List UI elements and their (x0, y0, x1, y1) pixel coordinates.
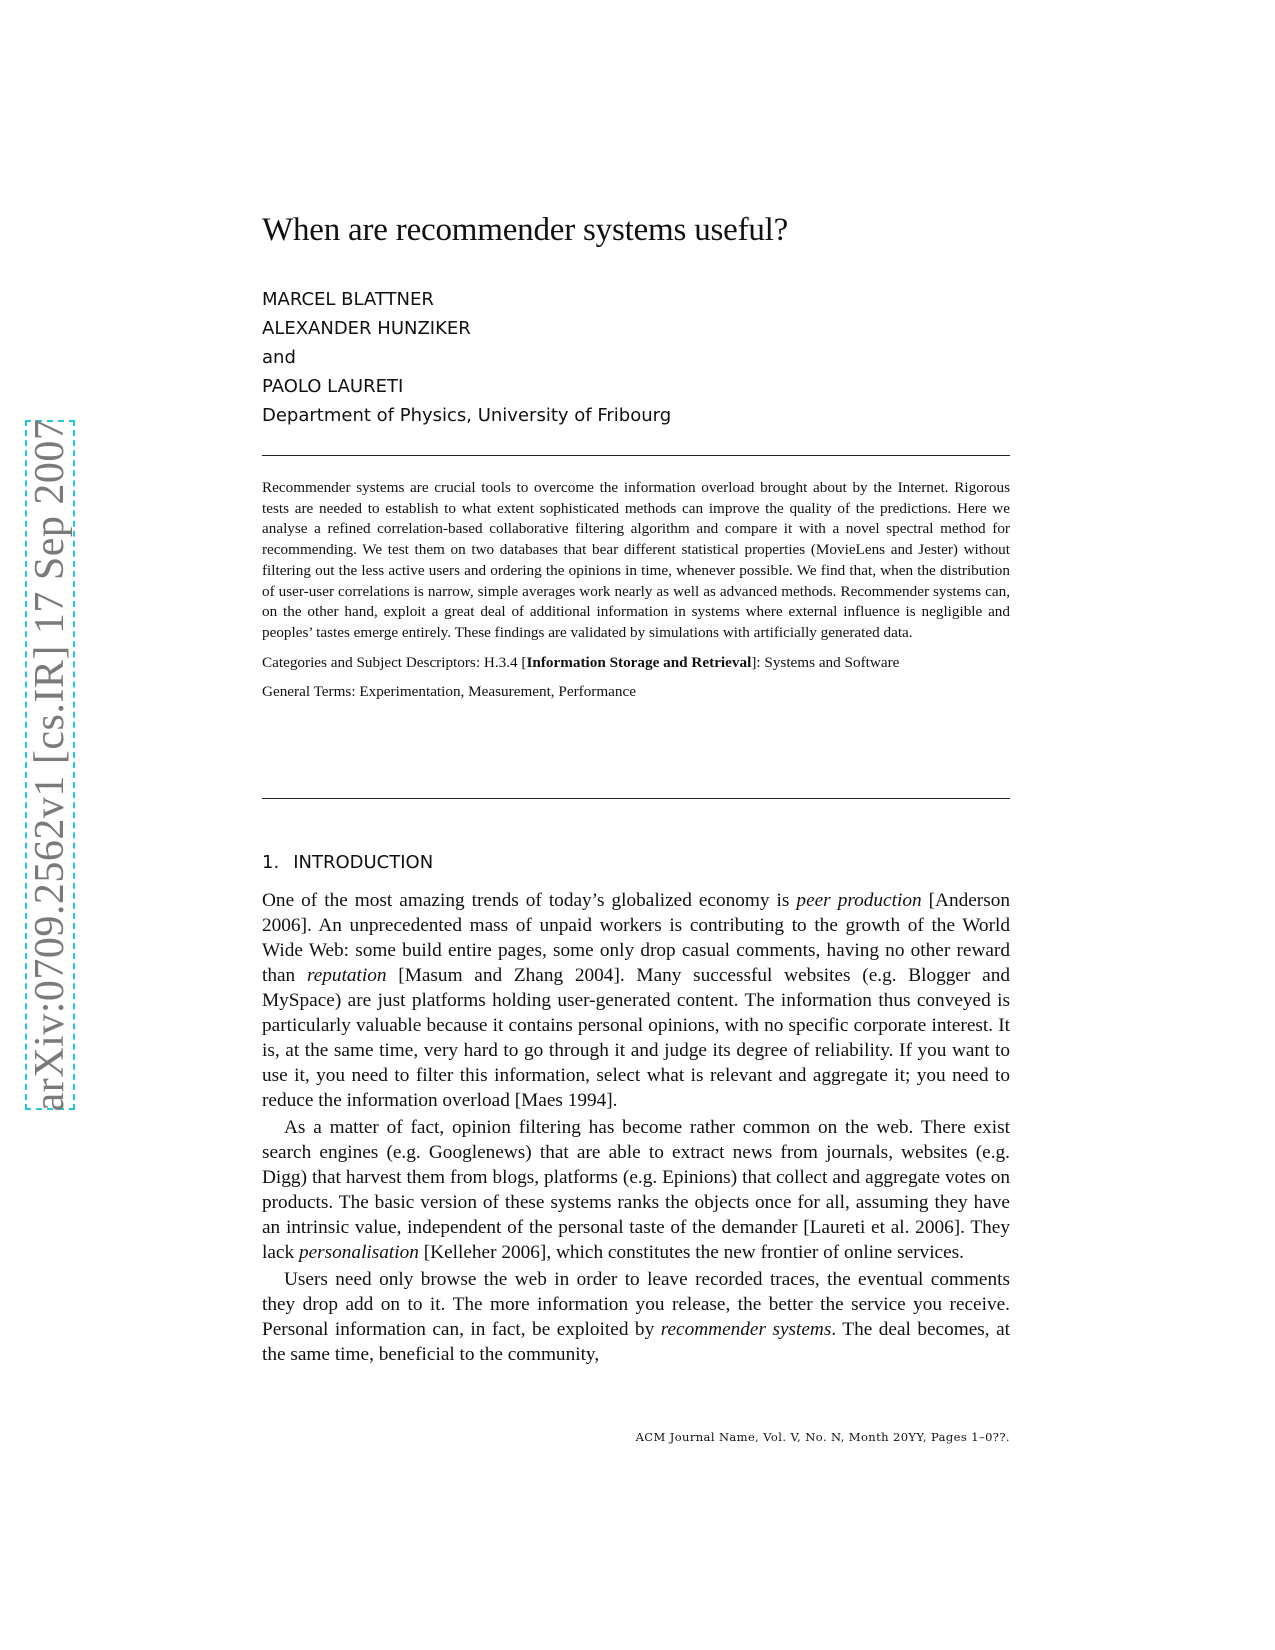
author-block (262, 285, 671, 430)
emphasis-text: reputation (306, 965, 387, 986)
author-name: PAOLO LAURETI (262, 376, 404, 397)
author-affiliation: Department of Physics, University of Fribourg (262, 405, 672, 426)
author-conjunction: and (262, 347, 296, 368)
section-number: 1. (262, 852, 280, 873)
journal-footer: ACM Journal Name, Vol. V, No. N, Month 20YY, Pages 1–0??. (635, 1430, 1010, 1444)
author-name: ALEXANDER HUNZIKER (262, 318, 471, 339)
paragraph-text: [Kelleher 2006], which constitutes the new frontier of online services. (418, 1242, 964, 1263)
categories-descriptors (262, 653, 1010, 674)
top-rule (262, 455, 1010, 456)
paragraph-text: Users need only browse the web in order to leave recorded traces, the eventual comments they drop add on to it. The more information you release, the better the service you receive. Personal information can, in fact, be exploited by (262, 1269, 1010, 1340)
body-paragraph (262, 888, 1010, 1113)
paragraph-text: . The deal becomes, at the same time, beneficial to the community, (262, 1319, 1010, 1365)
paragraph-text: One of the most amazing trends of today’s globalized economy is (262, 890, 797, 911)
paragraph-text: [Masum and Zhang 2004]. Many successful websites (e.g. Blogger and MySpace) are just platforms holding user-generated content. The information thus conveyed is particularly valuable because it contains personal opinions, with no specific corporate interest. It is, at the same time, very hard to go through it and judge its degree of reliability. If you want to use it, you need to filter this information, select what is relevant and aggregate it; you need to reduce the information overload [Maes 1994]. (262, 965, 1010, 1111)
categories-prefix: Categories and Subject Descriptors: H.3.4 [ (262, 653, 527, 671)
paragraph-text: As a matter of fact, opinion filtering has become rather common on the web. There exist search engines (e.g. Googlenews) that are able to extract news from journals, websites (e.g. Digg) that harvest them from blogs, platforms (e.g. Epinions) that collect and aggregate votes on products. The basic version of these systems ranks the objects once for all, assuming they have an intrinsic value, independent of the personal taste of the demander [Laureti et al. 2006]. They lack (262, 1117, 1010, 1263)
general-terms: General Terms: Experimentation, Measurement, Performance (262, 683, 636, 701)
paper-title: When are recommender systems useful? (262, 212, 789, 248)
emphasis-text: personalisation (298, 1242, 419, 1263)
arxiv-stamp (25, 420, 75, 1110)
author-name: MARCEL BLATTNER (262, 289, 434, 310)
arxiv-identifier: arXiv:0709.2562v1 [cs.IR] 17 Sep 2007 (27, 418, 73, 1112)
introduction-body (262, 888, 1010, 1369)
section-heading (262, 852, 433, 873)
categories-suffix: ]: Systems and Software (751, 653, 900, 671)
paragraph-text: [Anderson 2006]. An unprecedented mass of unpaid workers is contributing to the growth of the World Wide Web: some build entire pages, some only drop casual comments, having no other reward than (262, 890, 1011, 986)
emphasis-text: recommender systems (660, 1319, 832, 1340)
abstract-text: Recommender systems are crucial tools to overcome the information overload brought about by the Internet. Rigorous tests are needed to establish to what extent sophisticated methods can improve the quality of the predictions. Here we analyse a refined correlation-based collaborative filtering algorithm and compare it with a novel spectral method for recommending. We test them on two databases that bear different statistical properties (MovieLens and Jester) without filtering out the less active users and ordering the opinions in time, whenever possible. We find that, when the distribution of user-user correlations is narrow, simple averages work nearly as well as advanced methods. Recommender systems can, on the other hand, exploit a great deal of additional information in systems where external influence is negligible and peoples’ tastes emerge entirely. These findings are validated by simulations with artificially generated data. (262, 479, 1010, 641)
emphasis-text: peer production (796, 890, 922, 911)
abstract-block (262, 478, 1010, 712)
body-paragraph (262, 1115, 1010, 1265)
body-paragraph (262, 1267, 1010, 1367)
categories-bold: Information Storage and Retrieval (526, 653, 752, 671)
bottom-rule (262, 798, 1010, 799)
section-title: INTRODUCTION (293, 852, 434, 873)
